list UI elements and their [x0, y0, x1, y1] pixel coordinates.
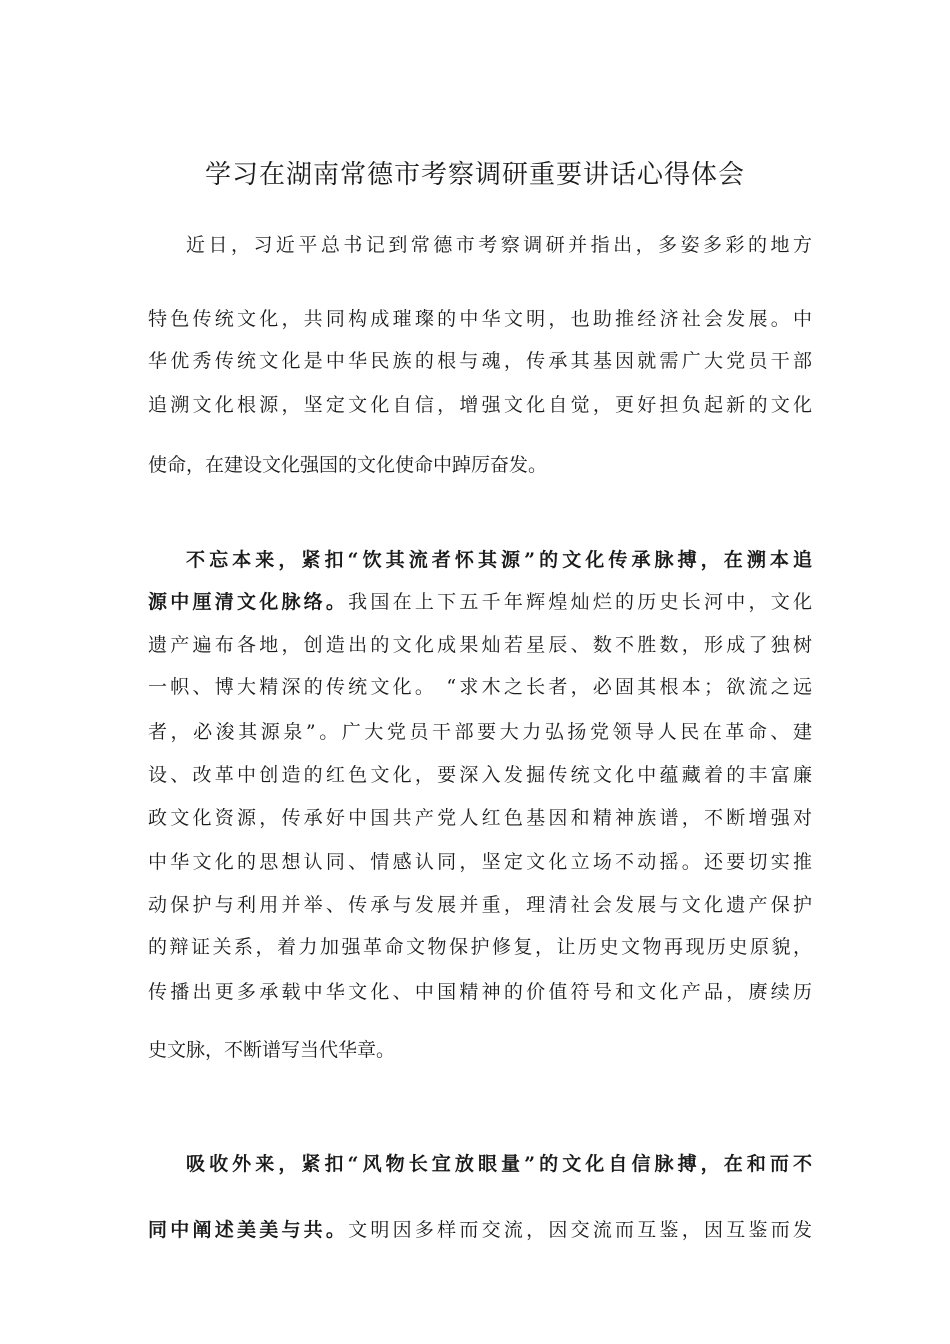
paragraph-2-line-11: 传播出更多承载中华文化、中国精神的价值符号和文化产品，赓续历 — [148, 981, 812, 1003]
paragraph-2-line-2-text: 我国在上下五千年辉煌灿烂的历史长河中，文化 — [348, 591, 812, 613]
paragraph-1-line-1: 近日，习近平总书记到常德市考察调研并指出，多姿多彩的地方 — [186, 234, 812, 256]
paragraph-2-line-2 — [148, 585, 812, 619]
paragraph-2-line-6: 设、改革中创造的红色文化，要深入发掘传统文化中蕴藏着的丰富廉 — [148, 764, 812, 786]
paragraph-2-line-9: 动保护与利用并举、传承与发展并重，理清社会发展与文化遗产保护 — [148, 894, 812, 916]
paragraph-2-heading-line-1: 不忘本来，紧扣“饮其流者怀其源”的文化传承脉搏，在溯本追 — [186, 549, 812, 571]
paragraph-2-line-3: 遗产遍布各地，创造出的文化成果灿若星辰、数不胜数，形成了独树 — [148, 634, 812, 656]
paragraph-2-line-10: 的辩证关系，着力加强革命文物保护修复，让历史文物再现历史原貌， — [148, 936, 812, 958]
paragraph-2-line-12: 史文脉，不断谱写当代华章。 — [148, 1039, 396, 1061]
paragraph-1-line-3: 华优秀传统文化是中华民族的根与魂，传承其基因就需广大党员干部 — [148, 350, 812, 372]
paragraph-3-heading-line-1: 吸收外来，紧扣“风物长宜放眼量”的文化自信脉搏，在和而不 — [186, 1153, 812, 1175]
paragraph-2-line-5: 者，必浚其源泉”。广大党员干部要大力弘扬党领导人民在革命、建 — [148, 721, 812, 743]
paragraph-2-line-7: 政文化资源，传承好中国共产党人红色基因和精神族谱，不断增强对 — [148, 807, 812, 829]
paragraph-2-line-4: 一帜、博大精深的传统文化。 “求木之长者，必固其根本；欲流之远 — [148, 676, 812, 698]
paragraph-1-line-2: 特色传统文化，共同构成璀璨的中华文明，也助推经济社会发展。中 — [148, 308, 812, 330]
paragraph-3-heading-line-2: 同中阐述美美与共。 — [148, 1219, 349, 1241]
paragraph-1-line-4: 追溯文化根源，坚定文化自信，增强文化自觉，更好担负起新的文化 — [148, 394, 812, 416]
paragraph-1-line-5: 使命，在建设文化强国的文化使命中踔厉奋发。 — [148, 454, 548, 476]
paragraph-3-line-2-text: 文明因多样而交流，因交流而互鉴，因互鉴而发 — [348, 1219, 812, 1241]
paragraph-2-heading-line-2: 源中厘清文化脉络。 — [148, 591, 349, 613]
document-title: 学习在湖南常德市考察调研重要讲话心得体会 — [204, 160, 745, 190]
paragraph-2-line-8: 中华文化的思想认同、情感认同，坚定文化立场不动摇。还要切实推 — [148, 851, 812, 873]
paragraph-3-line-2 — [148, 1213, 812, 1247]
